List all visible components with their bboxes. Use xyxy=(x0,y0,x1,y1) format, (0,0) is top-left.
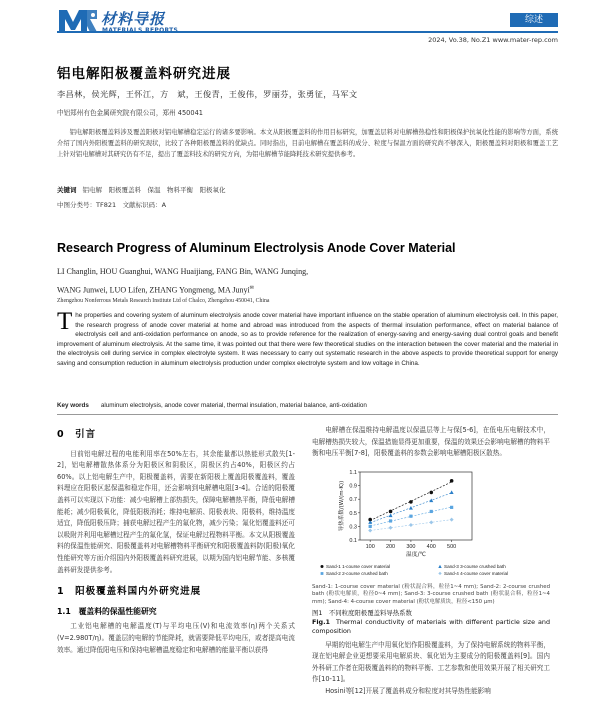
data-point xyxy=(429,498,433,502)
data-point xyxy=(409,514,412,517)
y-tick-label: 0.7 xyxy=(349,496,357,503)
y-tick-label: 0.1 xyxy=(349,537,357,544)
authors-en xyxy=(57,263,477,299)
data-point xyxy=(430,510,433,513)
legend-label: Sand-3 3-course crushed bath xyxy=(444,563,506,569)
x-axis-label: 温度/℃ xyxy=(405,551,427,558)
figure-1-caption-cn: 图1 不同粒度阳极覆盖料导热系数 xyxy=(312,608,412,617)
issue-line: 2024, Vo.38, No.Z1 www.mater-rep.com xyxy=(428,36,558,44)
section-badge: 综述 xyxy=(510,13,558,27)
keywords-cn xyxy=(57,185,226,194)
section-1-heading: 1 阳极覆盖料国内外研究进展 xyxy=(57,586,202,598)
data-point xyxy=(409,500,413,504)
x-tick-label: 200 xyxy=(385,543,396,550)
legend-marker xyxy=(321,572,324,575)
abstract-en xyxy=(57,308,558,369)
data-point xyxy=(389,509,393,513)
y-tick-label: 1.1 xyxy=(349,469,357,476)
right-paragraph-1: 电解槽在保温维持电解温度以保温层等上与保[5-6]，在低电压电解技术中，电解槽热损失较大，保温措施显得更加重要，保温的效果还会影响电解槽的物料平衡和电压平衡[7-8]，阳极覆盖料的参数会影响电解槽阳极区散热。 xyxy=(312,426,550,458)
y-axis-label: 导热系数/(W/(m·K)) xyxy=(339,480,345,532)
keywords-en-text: aluminum electrolysis, anode cover material, thermal insulation, material balance, anti-oxidation xyxy=(100,402,367,409)
abstract-dropcap: T xyxy=(57,308,73,335)
authors-en-line2: WANG Junwei, LUO Lifen, ZHANG Yongmeng, MA Junyi✉ xyxy=(57,285,254,295)
section-0-paragraph: 目前铝电解过程的电能利用率在50%左右，其余能量都以热能形式散失[1-2]，铝电解槽散热体系分为阳极区和阴极区，阴极区约占40%，阳极区约占60%。以上铝电解生产中，阳极覆盖料，需要在新阳极上覆盖阳极覆盖料，覆盖料理应在阳极区起保温和稳定作用，还会影响到电解槽电阻[3-4]。合适的阳极覆盖料可以实现以下功能：减少电解槽上部热损失，保障电解槽热平衡，降低电解槽能耗；减少阳极氧化，降低阳极消耗；维持电解质、阳极表块、阳极料，维持温度适宜，降低阳极压降；捕获电解过程产生的氟化物，减少污染；氟化铝覆盖料还可以吸附并利用电解槽过程产生的氟化氢，保证电解过程物料平衡。本文从阳极覆盖料的保温性能研究、阳极覆盖料对电解槽物料平衡研究和阳极覆盖料防(阳极)氧化性能研究等方面介绍国内外阳极覆盖料研究进展，以期为国内铝电解节能、多核覆盖料研发提供参考。 xyxy=(57,449,295,574)
x-tick-label: 100 xyxy=(365,543,375,550)
y-tick-label: 0.5 xyxy=(349,510,357,517)
y-tick-label: 0.3 xyxy=(349,524,357,531)
abstract-cn: 铝电解阳极覆盖料涉及覆盖阳极对铝电解槽稳定运行的诸多要影响。本文从阳极覆盖料的作用目标研究，加覆盖层料对电解槽热稳性和阳极保护抗氧化性能的影响等方面，系统介绍了国内外阳极覆盖料的研究现状，比较了各种阳极覆盖料的优缺点。同时指出，目前电解槽在覆盖料的成分、粒度与保温方面的研究尚不够深入，阳极覆盖料对阳极和覆盖工艺上针对铝电解槽对其研究仍有不足，提出了覆盖料技术的研究方向，为铝电解槽节能降耗技术研究提供参考。 xyxy=(57,129,558,158)
data-point xyxy=(369,525,372,528)
keywords-cn-text: 铝电解 阳极覆盖料 保温 物料平衡 阳极氧化 xyxy=(82,186,226,194)
x-tick-label: 400 xyxy=(426,543,436,550)
legend-marker xyxy=(438,564,441,567)
affiliation-en: Zhengzhou Nonferrous Metals Research Institute Ltd of Chalco, Zhengzhou 450041, China xyxy=(57,298,270,304)
plot-frame xyxy=(360,472,472,540)
legend-label: Sand-1 1-course cover material xyxy=(326,563,391,569)
section-0-heading: 0 引言 xyxy=(57,429,97,440)
figure-1 xyxy=(312,464,550,582)
x-tick-label: 500 xyxy=(447,543,457,550)
legend-label: Sand-2 2-course crushed bath xyxy=(326,570,388,576)
authors-cn: 李昌林，侯光辉，王怀江，方 斌，王俊青，王俊伟，罗丽芬，张勇征，马军文 xyxy=(57,89,358,99)
data-point xyxy=(409,523,413,527)
data-point xyxy=(429,490,433,494)
x-tick-label: 300 xyxy=(406,543,416,550)
header-rule xyxy=(57,31,558,33)
keywords-en xyxy=(57,402,558,409)
figure-1-label: Fig.1 xyxy=(312,617,331,626)
figure-1-caption-en-text: Thermal conductivity of materials with different particle size and composition xyxy=(312,617,550,635)
keywords-en-label: Key words xyxy=(57,402,89,409)
y-tick-label: 0.9 xyxy=(349,483,357,490)
right-paragraph-2: 早期的铝电解生产中用氧化铝作阳极覆盖料，为了保持电解系统的物料平衡，现在铝电解企业更想要采用电解质块、氧化铝为主要成分的阳极覆盖料[9]。国内外科研工作者在阳极覆盖料的的物料平衡、工艺参数和使用效果开展了相关研究工作[10-11]。 xyxy=(312,640,550,684)
data-point xyxy=(450,479,454,483)
title-en: Research Progress of Aluminum Electrolysis Anode Cover Material xyxy=(57,241,456,255)
thermal-conductivity-chart xyxy=(312,464,550,582)
data-point xyxy=(450,517,454,521)
data-point xyxy=(409,506,413,510)
legend-marker xyxy=(438,571,441,574)
legend-marker xyxy=(321,565,324,568)
title-cn: 铝电解阳极覆盖料研究进展 xyxy=(57,66,231,82)
data-point xyxy=(450,490,454,494)
clc-line: 中图分类号：TF821 文献标识码：A xyxy=(57,201,167,209)
affiliation-cn: 中铝郑州有色金属研究院有限公司，郑州 450041 xyxy=(57,109,203,117)
data-point xyxy=(389,526,393,530)
right-paragraph-3: Hosini等[12]开展了覆盖料成分和粒度对其导热性能影响 xyxy=(325,686,491,695)
body-left-column xyxy=(57,425,295,656)
abstract-en-text: he properties and covering system of aluminum electrolysis anode cover material have important influence on the stable operation of aluminum electrolysis cell. In this paper, the research progress of anode cover material at home and abroad was introduced from the aspects of thermal insulation performance, effect on material balance of electrolysis cell and anti-oxidation performance on anode, so as to provide reference for the realization of energy-saving and energy-saving dual control goals and benefit improvement of aluminum electrolysis. At the same time, it was pointed out that there were few theoretical studies on the interaction between the cover material and the material in the electrolysis cell during service in complex electrolyte system. It was necessary to carry out systematic research in the above aspects to provide theoretical support for energy saving and consumption reduction in aluminum electrolysis production under complex electrolyte system and low voltage in China. xyxy=(57,312,558,367)
authors-en-line1: LI Changlin, HOU Guanghui, WANG Huaijiang, FANG Bin, WANG Junqing, xyxy=(57,267,309,276)
legend-label: Sand-4 4-course cover material xyxy=(444,570,509,576)
data-point xyxy=(450,506,453,509)
section-separator xyxy=(57,414,558,415)
keywords-cn-label: 关键词 xyxy=(57,186,77,194)
section-1-1-paragraph: 工业铝电解槽的电解温度(T)与平均电压(V)和电流效率(η)两个关系式(V=2.980T/η)。覆盖层的电解的节能降耗，就需要降低平均电压，或者提高电流效率。通过降低阳电压和保持电解槽温度稳定和电解槽的能量平衡以获得 xyxy=(57,622,295,654)
data-point xyxy=(389,513,393,517)
figure-1-note: Sand-1: 1-course cover material (粉状混合料，粒径1~4 mm); Sand-2: 2-course crushed bath (粉状电解质，粒径0~4 mm); Sand-3: 3-course crushed bath (粉状混合料，粒径1~4 mm); Sand-4: 4-course cover material (粉状电解质块，粒径<150 μm) xyxy=(312,583,550,605)
figure-1-caption-en xyxy=(312,618,550,636)
data-point xyxy=(389,519,392,522)
body-right-column xyxy=(312,425,550,698)
journal-name-cn: 材料导报 xyxy=(101,10,166,28)
data-point xyxy=(429,520,433,524)
data-point xyxy=(368,528,372,532)
section-1-1-heading: 1.1 覆盖料的保温性能研究 xyxy=(57,606,157,616)
